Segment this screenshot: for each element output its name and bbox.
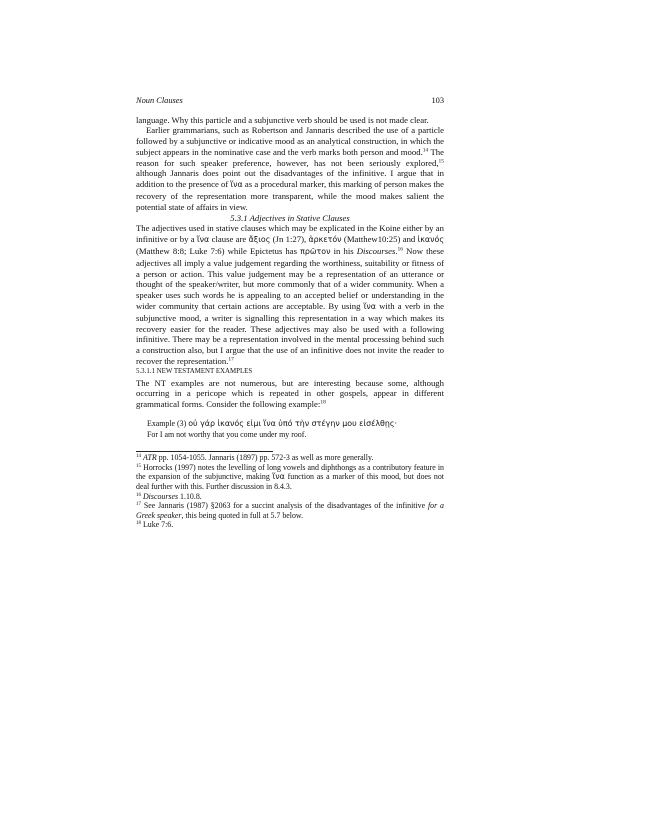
footnote-ref-15: 15 (438, 158, 444, 165)
greek-word: ἀρκετόν (308, 235, 342, 245)
example-3 (136, 419, 444, 440)
greek-word: ἱκανός (417, 235, 444, 245)
footnotes (136, 453, 444, 530)
subsection-heading: 5.3.1 Adjectives in Stative Clauses (230, 212, 350, 223)
section-heading: 5.3.1.1 NEW TESTAMENT EXAMPLES (136, 367, 253, 375)
work-title: Discourses (356, 246, 396, 257)
greek-word: ἵνα (196, 235, 210, 245)
greek-word: ἵνα (363, 302, 376, 312)
footnote-divider (136, 451, 273, 452)
footnote-16: $^{16}$ Discourses 1.10.8. (136, 491, 202, 501)
paragraph-2: Earlier grammarians, such as Robertson and Jannaris described the use of a particle followed by a subjunctive or indicative mood as an analytical construction, in which the subject appears in the nominative case and the verb marks both person and mood.$^{14}$ The reason for such speaker preference, however, has not been seriously explored,$^{15}$ although Jannaris does point out the disadvantages of the infinitive. I argue that in addition to the presence of ἵνα as a procedural marker, this marking of person makes the recovery of the representation more transparent, while the mood makes salient the potential state of affairs in view. (136, 125, 445, 212)
footnote-ref-16: 16 (397, 246, 404, 253)
example-greek: οὐ γάρ ἱκανός εἰμι ἵνα ὑπό τὴν στέγην μου εἰσέλθῃς· (188, 419, 397, 429)
paragraph-3: The adjectives used in stative clauses which may be explicated in the Koine either by an infinitive or by a ἵνα clause are ἄξιος (Jn 1:27), ἀρκετόν (Matthew10:25) and ἱκανός (Matthew 8:8; Luke 7:6) while Epictetus has πρῶτον in his Discourses.$^{16}$ Now these adjectives all imply a value judgement regarding the worthiness, suitability or fitness of a person or action. This value judgement may be a representation of an utterance or thought of the speaker/writer, but more commonly that of a wider community. When a speaker uses such words he is appealing to an accepted belief or understanding in the wider community that certain actions are acceptable. By using ἵνα with a verb in the subjunctive mood, a writer is signalling this representation in a way which makes its recovery easier for the reader. These adjectives may also be used with a following infinitive. There may be a representation involved in the mental processing behind such a construction also, but I argue that the use of an infinitive does not invite the reader to recover the representation.$^{17}$ (136, 223, 445, 367)
main-text (136, 115, 444, 530)
paragraph-1: language. Why this particle and a subjunctive verb should be used is not made clear. (136, 114, 429, 125)
running-header (136, 96, 444, 106)
greek-word: ἵνα (272, 472, 285, 482)
footnote-18: $^{18}$ Luke 7:6. (136, 520, 174, 530)
example-greek-line (147, 419, 444, 430)
example-label: Example (3) (147, 419, 189, 429)
greek-word: ἄξιος (248, 235, 271, 245)
running-title: Noun Clauses (136, 96, 183, 105)
example-translation: For I am not worthy that you come under my roof. (147, 429, 307, 439)
paragraph-4: The NT examples are not numerous, but are interesting because some, although occurring in a pericope which is repeated in other gospels, appear in different grammatical forms. Consider the following example:$^{18}$ (136, 377, 444, 410)
footnote-14: $^{14}$ ATR pp. 1054-1055. Jannaris (1897) pp. 572-3 as well as more generally. (136, 453, 374, 463)
footnote-17: $^{17}$ See Jannaris (1987) §2063 for a succint analysis of the disadvantages of the infinitive for a Greek speaker, this being quoted in full at 5.7 below. (136, 501, 444, 520)
greek-word: ἵνα (230, 180, 243, 190)
footnote-ref-17: 17 (228, 356, 234, 363)
footnote-15: $^{15}$ Horrocks (1997) notes the levelling of long vowels and diphthongs as a contributory feature in the expansion of the subjunctive, making ἵνα function as a marker of this mood, but does not deal further with this. Further discussion in 8.4.3. (136, 462, 444, 491)
footnote-ref-14: 14 (422, 147, 429, 154)
page-number: 103 (431, 96, 444, 105)
greek-word: πρῶτον (300, 247, 331, 257)
footnote-ref-18: 18 (320, 399, 326, 406)
